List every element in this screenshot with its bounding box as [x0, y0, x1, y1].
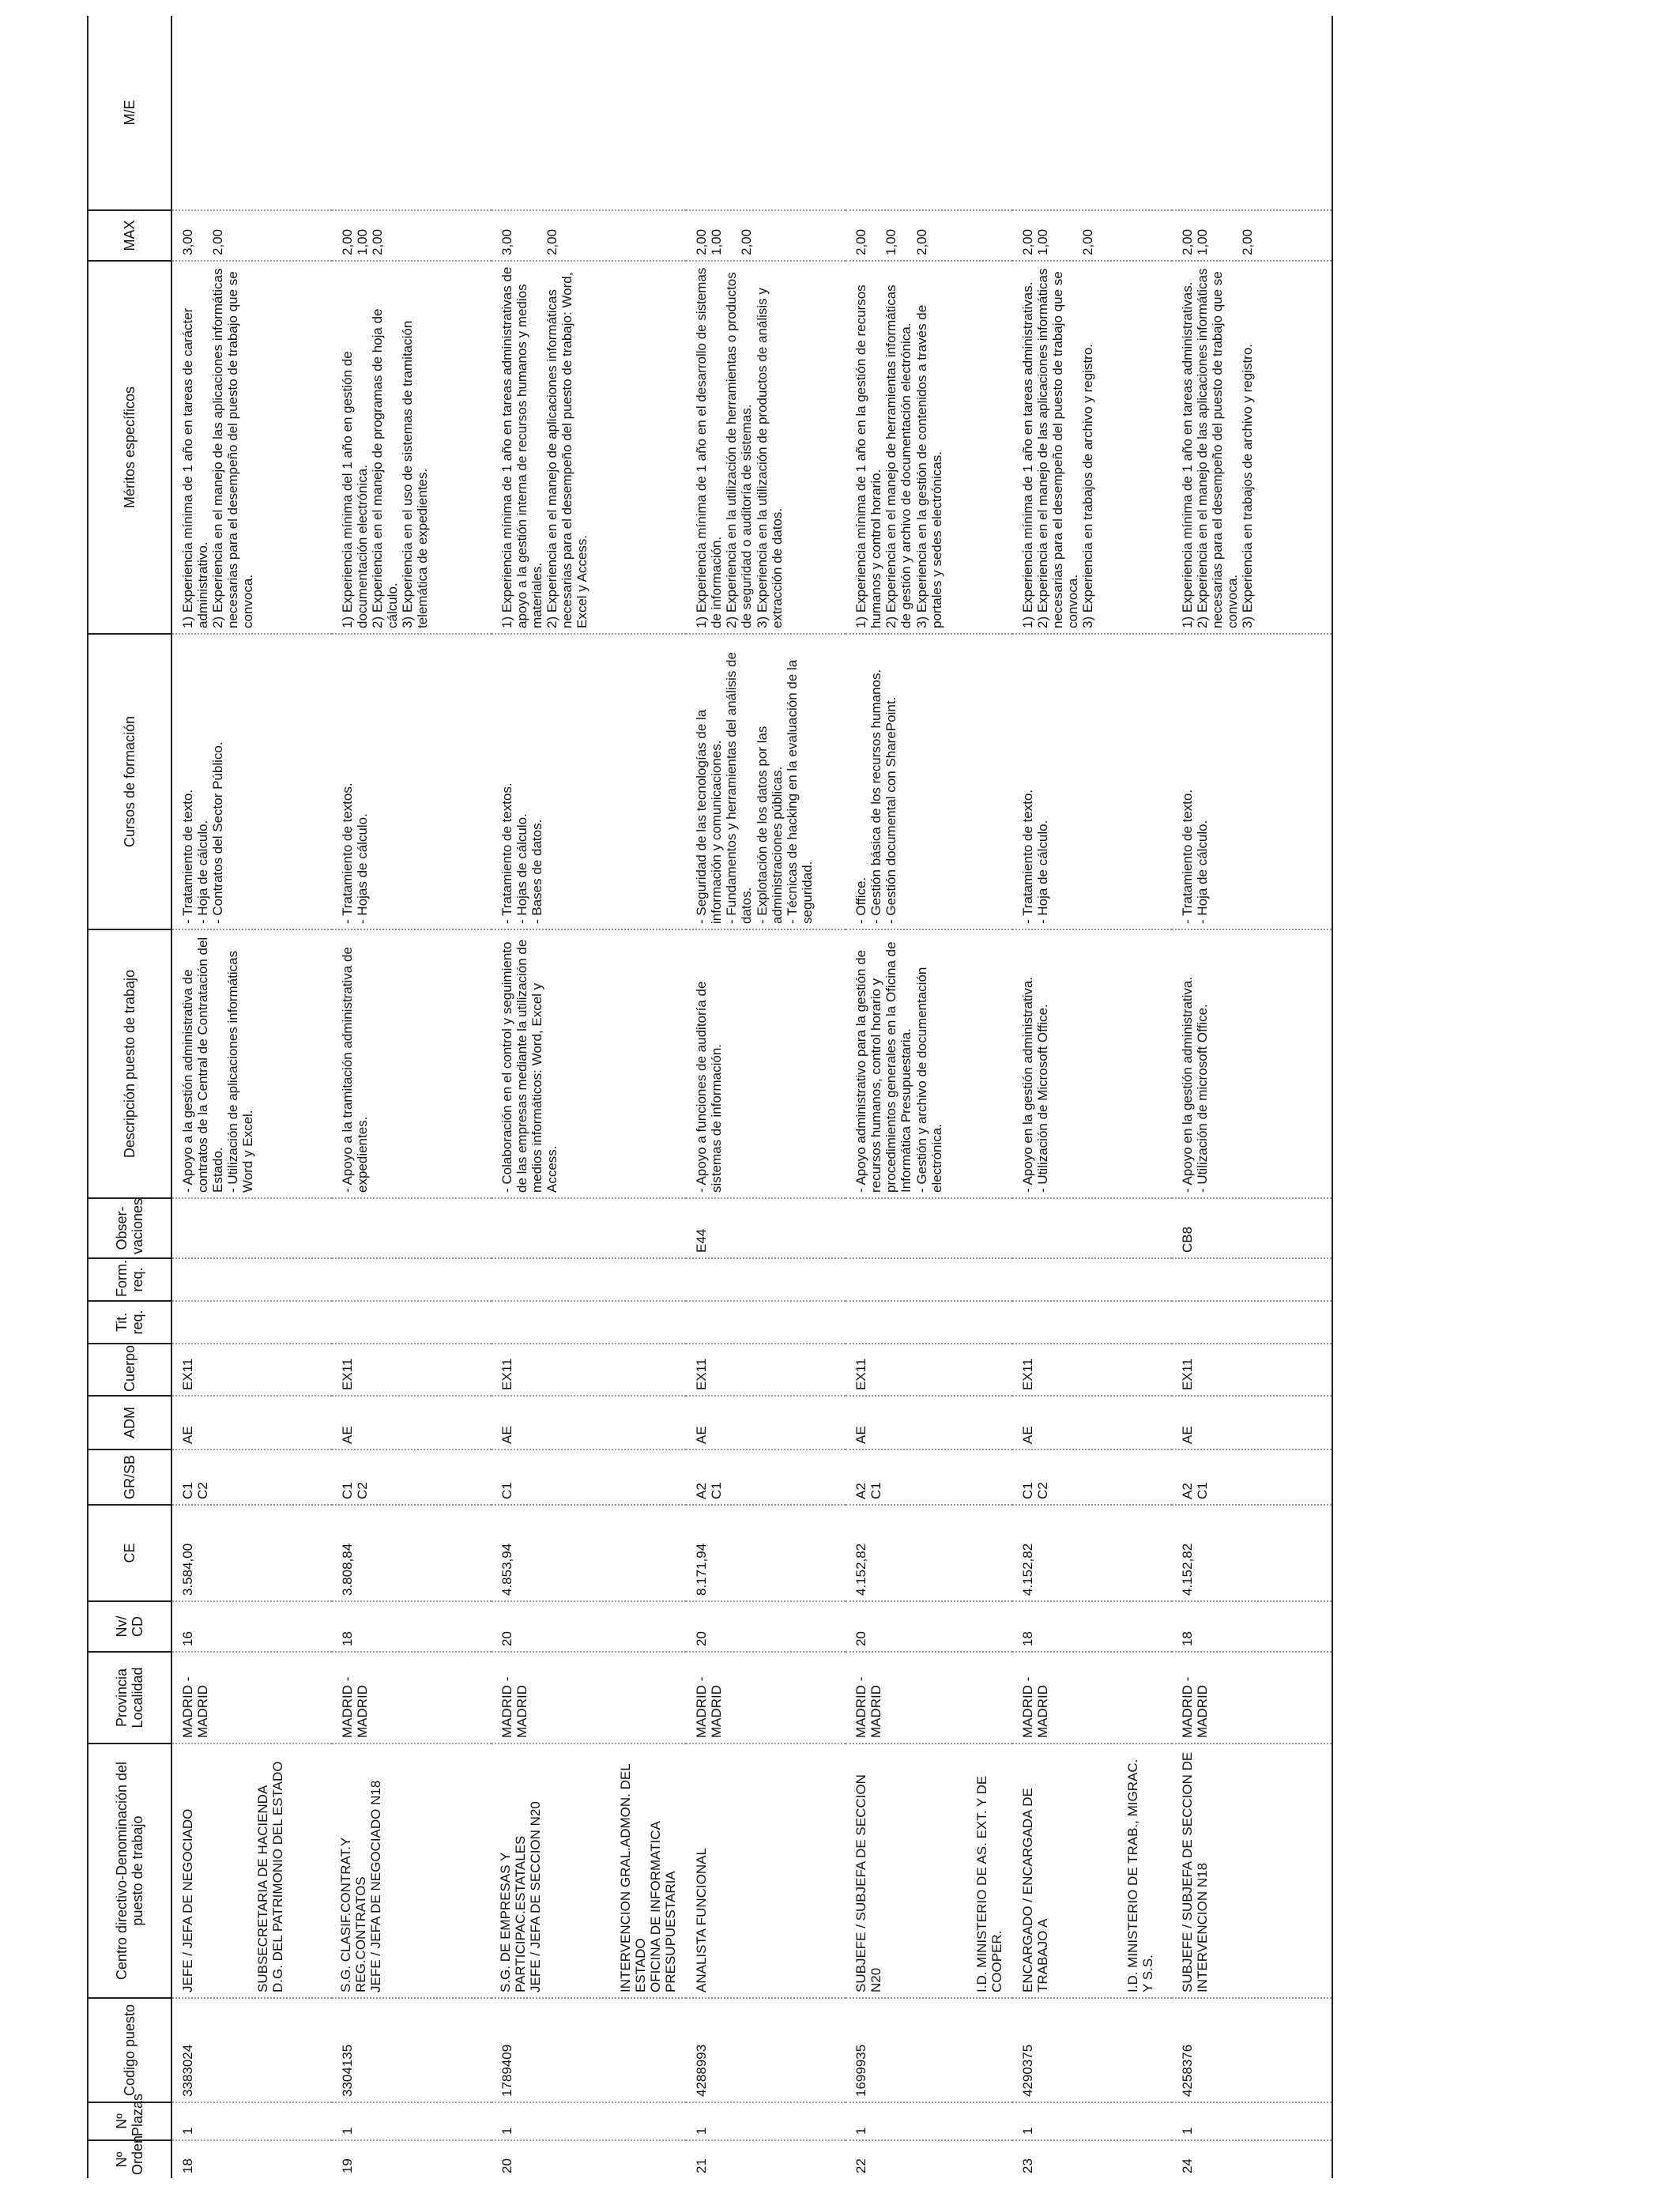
cell-meritos: 1) Experiencia mínima de 1 año en tareas de carácter administrativo. 2) Experiencia en el manejo de las aplicaciones informáticas necesarias para el desempeño del puesto de trabajo que se convoca. [171, 261, 332, 634]
header-row [88, 16, 171, 2178]
table-row [686, 16, 846, 2178]
header-ce: CE [88, 1505, 171, 1601]
header-form: Form. req. [88, 1258, 171, 1301]
table-row [1012, 16, 1172, 2178]
cell-max: 3,00 2,00 [171, 210, 332, 261]
cell-ce: 3.584,00 [171, 1505, 332, 1601]
cell-plazas: 1 [1172, 2102, 1332, 2140]
header-cursos: Cursos de formación [88, 634, 171, 929]
cell-cursos: - Tratamiento de textos. - Hojas de cálculo. [332, 634, 492, 929]
cell-plazas: 1 [332, 2102, 492, 2140]
cell-form [686, 1258, 846, 1301]
cell-tit [1172, 1301, 1332, 1344]
table-row [1172, 16, 1332, 2178]
header-max: MAX [88, 210, 171, 261]
cell-tit [846, 1301, 1011, 1344]
cell-codigo: 1699935 [846, 1998, 1011, 2102]
cell-obs [1012, 1198, 1172, 1258]
cell-nivel: 20 [686, 1601, 846, 1652]
cell-tit [171, 1301, 332, 1344]
cell-ce: 4.152,82 [1012, 1505, 1172, 1601]
header-plazas: Nº Plazas [88, 2102, 171, 2140]
cell-grupo: A2 C1 [1172, 1449, 1332, 1505]
header-obs: Obser-vaciones [88, 1198, 171, 1258]
cell-obs [332, 1198, 492, 1258]
header-cuerpo: Cuerpo [88, 1344, 171, 1396]
job-positions-table [87, 16, 1333, 2178]
cell-provincia: MADRID - MADRID [1012, 1652, 1172, 1744]
header-adm: ADM [88, 1396, 171, 1449]
cell-cuerpo: EX11 [1012, 1344, 1172, 1396]
table-row [171, 16, 332, 2178]
cell-max: 2,00 1,00 2,00 [1012, 210, 1172, 261]
header-centro: Centro directivo-Denominación del puesto de trabajo [88, 1744, 171, 1998]
cell-cursos: - Tratamiento de texto. - Hoja de cálculo. - Contratos del Sector Público. [171, 634, 332, 929]
cell-form [171, 1258, 332, 1301]
cell-cuerpo: EX11 [686, 1344, 846, 1396]
cell-cuerpo: EX11 [1172, 1344, 1332, 1396]
cell-descripcion: - Apoyo a funciones de auditoría de sistemas de información. [686, 929, 846, 1198]
cell-me [332, 16, 492, 210]
cell-descripcion: - Colaboración en el control y seguimiento de las empresas mediante la utilización de medios informáticos: Word, Excel y Access. [492, 929, 686, 1198]
header-grupo: GR/SB [88, 1449, 171, 1505]
cell-cuerpo: EX11 [846, 1344, 1011, 1396]
cell-max: 2,00 1,00 2,00 [1172, 210, 1332, 261]
cell-form [1012, 1258, 1172, 1301]
cell-ce: 3.808,84 [332, 1505, 492, 1601]
cell-orden: 23 [1019, 2158, 1035, 2173]
cell-meritos: 1) Experiencia mínima de 1 año en la gestión de recursos humanos y control horario. 2) Experiencia en el manejo de herramientas informáticas de gestión y archivo de documentación electrónica. 3) Experiencia en la gestión de contenidos a través de portales y sedes electrónicas. [846, 261, 1011, 634]
cell-me [846, 16, 1011, 210]
cell-nivel: 18 [1012, 1601, 1172, 1652]
cell-max: 2,00 1,00 2,00 [846, 210, 1011, 261]
cell-cursos: - Tratamiento de texto. - Hoja de cálculo. [1012, 634, 1172, 929]
cell-provincia: MADRID - MADRID [492, 1652, 686, 1744]
cell-obs [171, 1198, 332, 1258]
cell-form [1172, 1258, 1332, 1301]
cell-ce: 4.152,82 [846, 1505, 1011, 1601]
cell-grupo: C1 [492, 1449, 686, 1505]
cell-obs: CB8 [1172, 1198, 1332, 1258]
cell-centro: SUBJEFE / SUBJEFA DE SECCION DE INTERVENCION N18 [1172, 1744, 1332, 1998]
cell-meritos: 1) Experiencia mínima de 1 año en tareas administrativas de apoyo a la gestión interna de recursos humanos y medios materiales. 2) Experiencia en el manejo de aplicaciones informáticas necesarias para el desempeño del puesto de trabajo: Word, Excel y Access. [492, 261, 686, 634]
cell-meritos: 1) Experiencia mínima de 1 año en tareas administrativas. 2) Experiencia en el manejo de las aplicaciones informáticas necesarias para el desempeño del puesto de trabajo que se convoca. 3) Experiencia en trabajos de archivo y registro. [1172, 261, 1332, 634]
cell-orden: 20 [499, 2158, 514, 2173]
cell-provincia: MADRID - MADRID [171, 1652, 332, 1744]
cell-nivel: 20 [492, 1601, 686, 1652]
cell-adm: AE [846, 1396, 1011, 1449]
cell-ce: 4.152,82 [1172, 1505, 1332, 1601]
cell-orden: 18 [180, 2158, 195, 2173]
cell-me [492, 16, 686, 210]
cell-grupo: A2 C1 [686, 1449, 846, 1505]
cell-form [492, 1258, 686, 1301]
cell-tit [1012, 1301, 1172, 1344]
header-descripcion: Descripción puesto de trabajo [88, 929, 171, 1198]
cell-cuerpo: EX11 [171, 1344, 332, 1396]
cell-grupo: C1 C2 [171, 1449, 332, 1505]
cell-meritos: 1) Experiencia mínima de 1 año en el desarrollo de sistemas de información. 2) Experiencia en la utilización de herramientas o productos de seguridad o auditoría de sistemas. 3) Experiencia en la utilización de productos de análisis y extracción de datos. [686, 261, 846, 634]
cell-adm: AE [171, 1396, 332, 1449]
cell-me [171, 16, 332, 210]
cell-codigo: 3304135 [332, 1998, 492, 2102]
header-nivel: Nv/ CD [88, 1601, 171, 1652]
cell-cuerpo: EX11 [492, 1344, 686, 1396]
cell-codigo: 4288993 [686, 1998, 846, 2102]
cell-descripcion: - Apoyo a la tramitación administrativa de expedientes. [332, 929, 492, 1198]
cell-centro: S.G. CLASIF.CONTRAT.Y REG.CONTRATOS JEFE / JEFA DE NEGOCIADO N18 [332, 1744, 492, 1998]
cell-plazas: 1 [492, 2102, 686, 2140]
cell-grupo: A2 C1 [846, 1449, 1011, 1505]
cell-cursos: - Tratamiento de textos. - Hojas de cálculo. - Bases de datos. [492, 634, 686, 929]
cell-provincia: MADRID - MADRID [1172, 1652, 1332, 1744]
cell-ce: 4.853,94 [492, 1505, 686, 1601]
cell-max: 2,00 1,00 2,00 [686, 210, 846, 261]
cell-max: 3,00 2,00 [492, 210, 686, 261]
header-orden: Nº Orden [88, 2140, 171, 2178]
cell-form [332, 1258, 492, 1301]
cell-orden: 19 [340, 2158, 355, 2173]
cell-adm: AE [1012, 1396, 1172, 1449]
cell-cuerpo: EX11 [332, 1344, 492, 1396]
table-row [332, 16, 492, 2178]
cell-me [1172, 16, 1332, 210]
cell-form [846, 1258, 1011, 1301]
cell-centro: JEFE / JEFA DE NEGOCIADO SUBSECRETARIA DE HACIENDA D.G. DEL PATRIMONIO DEL ESTADO [171, 1744, 332, 1998]
cell-centro: ENCARGADO / ENCARGADA DE TRABAJO A I.D. MINISTERIO DE TRAB., MIGRAC. Y S.S. [1012, 1744, 1172, 1998]
cell-descripcion: - Apoyo en la gestión administrativa. - Utilización de microsoft Office. [1172, 929, 1332, 1198]
cell-plazas: 1 [171, 2102, 332, 2140]
cell-orden: 24 [1172, 2140, 1332, 2178]
header-codigo: Codigo puesto [88, 1998, 171, 2102]
cell-orden: 22 [853, 2158, 869, 2173]
cell-provincia: MADRID - MADRID [846, 1652, 1011, 1744]
cell-obs [846, 1198, 1011, 1258]
cell-ce: 8.171,94 [686, 1505, 846, 1601]
cell-centro: S.G. DE EMPRESAS Y PARTICIPAC.ESTATALES JEFE / JEFA DE SECCION N20 INTERVENCION GRAL.ADMON. DEL ESTADO OFICINA DE INFORMATICA PRESUPUESTARIA [492, 1744, 686, 1998]
cell-adm: AE [332, 1396, 492, 1449]
cell-grupo: C1 C2 [332, 1449, 492, 1505]
cell-codigo: 1789409 [492, 1998, 686, 2102]
cell-cursos: - Seguridad de las tecnologías de la información y comunicaciones. - Fundamentos y herramientas del análisis de datos. - Explotación de los datos por las administraciones públicas. - Técnicas de hacking en la evaluación de la seguridad. [686, 634, 846, 929]
cell-orden: 21 [694, 2158, 710, 2173]
cell-centro: ANALISTA FUNCIONAL [686, 1744, 846, 1998]
cell-meritos: 1) Experiencia mínima del 1 año en gestión de documentación electrónica. 2) Experiencia en el manejo de programas de hoja de cálculo. 3) Experiencia en el uso de sistemas de tramitación telemática de expedientes. [332, 261, 492, 634]
cell-plazas: 1 [1012, 2102, 1172, 2140]
cell-nivel: 18 [332, 1601, 492, 1652]
cell-cursos: - Office. - Gestión básica de los recursos humanos. - Gestión documental con SharePoint. [846, 634, 1011, 929]
cell-tit [332, 1301, 492, 1344]
cell-provincia: MADRID - MADRID [686, 1652, 846, 1744]
cell-centro: SUBJEFE / SUBJEFA DE SECCION N20 I.D. MINISTERIO DE AS. EXT. Y DE COOPER. [846, 1744, 1011, 1998]
cell-codigo: 4258376 [1172, 1998, 1332, 2102]
cell-codigo: 3383024 [171, 1998, 332, 2102]
table-row [492, 16, 686, 2178]
cell-descripcion: - Apoyo en la gestión administrativa. - Utilización de Microsoft Office. [1012, 929, 1172, 1198]
cell-obs [492, 1198, 686, 1258]
cell-nivel: 18 [1172, 1601, 1332, 1652]
cell-codigo: 4290375 [1012, 1998, 1172, 2102]
cell-tit [492, 1301, 686, 1344]
cell-adm: AE [686, 1396, 846, 1449]
header-me: M/E [88, 16, 171, 210]
cell-obs: E44 [686, 1198, 846, 1258]
header-provincia: Provincia Localidad [88, 1652, 171, 1744]
cell-max: 2,00 1,00 2,00 [332, 210, 492, 261]
cell-adm: AE [492, 1396, 686, 1449]
cell-meritos: 1) Experiencia mínima de 1 año en tareas administrativas. 2) Experiencia en el manejo de las aplicaciones informáticas necesarias para el desempeño del puesto de trabajo que se convoca. 3) Experiencia en trabajos de archivo y registro. [1012, 261, 1172, 634]
cell-me [1012, 16, 1172, 210]
header-meritos: Méritos específicos [88, 261, 171, 634]
cell-plazas: 1 [846, 2102, 1011, 2140]
cell-tit [686, 1301, 846, 1344]
cell-descripcion: - Apoyo a la gestión administrativa de contratos de la Central de Contratación del Estado. - Utilización de aplicaciones informáticas Word y Excel. [171, 929, 332, 1198]
cell-nivel: 20 [846, 1601, 1011, 1652]
cell-descripcion: - Apoyo administrativo para la gestión de recursos humanos, control horario y procedimientos generales en la Oficina de Informática Presupuestaria. - Gestión y archivo de documentación electrónica. [846, 929, 1011, 1198]
cell-grupo: C1 C2 [1012, 1449, 1172, 1505]
cell-provincia: MADRID - MADRID [332, 1652, 492, 1744]
cell-cursos: - Tratamiento de texto. - Hoja de cálculo. [1172, 634, 1332, 929]
table-row [846, 16, 1011, 2178]
cell-plazas: 1 [686, 2102, 846, 2140]
cell-me [686, 16, 846, 210]
cell-adm: AE [1172, 1396, 1332, 1449]
cell-nivel: 16 [171, 1601, 332, 1652]
header-tit: Tit. req. [88, 1301, 171, 1344]
